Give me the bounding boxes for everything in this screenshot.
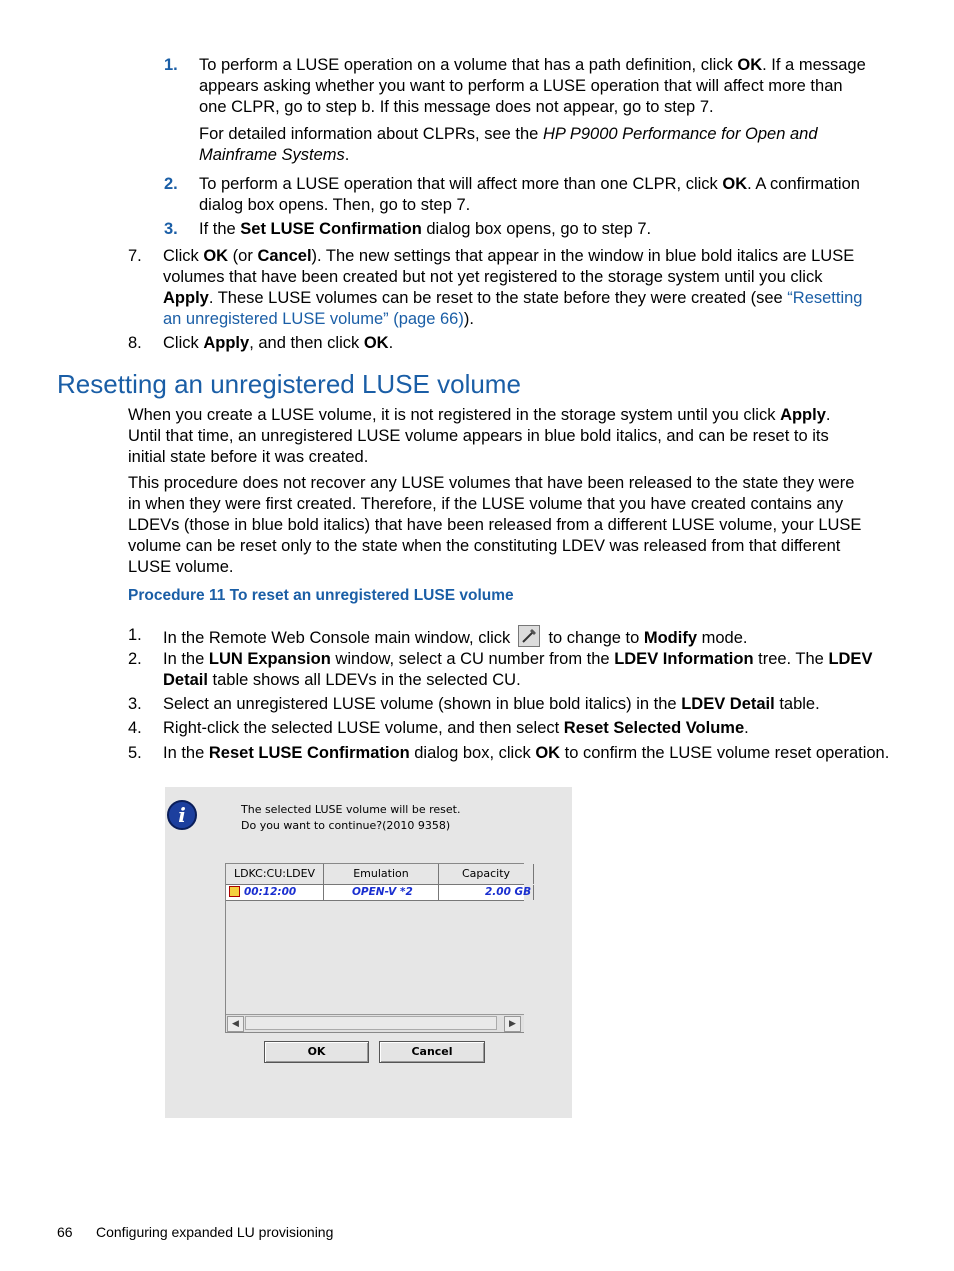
paragraph-line: Until that time, an unregistered LUSE volume appears in blue bold italics, and can be reset to its [128,427,829,445]
column-header-emulation[interactable]: Emulation [324,864,439,884]
table-body [226,901,524,1011]
paragraph-line: initial state before it was created. [128,448,369,466]
scroll-left-icon[interactable]: ◀ [227,1016,244,1032]
text-line: In the Reset LUSE Confirmation dialog box, click OK to confirm the LUSE volume reset operation. [163,744,890,762]
table-row[interactable] [226,885,532,901]
text-line: appears asking whether you want to perform a LUSE operation that will affect more than [199,77,843,95]
scrollbar-thumb[interactable] [245,1016,497,1030]
text-line: dialog box opens. Then, go to step 7. [199,196,471,214]
text-line[interactable]: Apply. These LUSE volumes can be reset to the state before they were created (see “Resetting [163,289,863,307]
reset-luse-confirmation-dialog [165,787,572,1118]
procedure-title: Procedure 11 To reset an unregistered LUSE volume [128,587,514,604]
text-line: For detailed information about CLPRs, see the HP P9000 Performance for Open and [199,125,818,143]
text-line: Detail table shows all LDEVs in the selected CU. [163,671,521,689]
paragraph-line: This procedure does not recover any LUSE volumes that have been released to the state they were [128,474,855,492]
ldev-value: 00:12:00 [244,886,297,898]
paragraph-line: in when they were first created. Therefore, if the LUSE volume that you have created contains any [128,495,844,513]
text-line: one CLPR, go to step b. If this message does not appear, go to step 7. [199,98,714,116]
list-item-number: 5. [128,744,142,762]
list-item-number: 7. [128,247,142,265]
column-header-ldev[interactable]: LDKC:CU:LDEV [226,864,324,884]
text-line: volumes that have been created but not yet registered to the storage system until you click [163,268,823,286]
text-line: To perform a LUSE operation that will affect more than one CLPR, click OK. A confirmation [199,175,860,193]
list-item-number: 1. [128,626,142,644]
info-icon: i [167,800,197,830]
cancel-button[interactable]: Cancel [379,1041,485,1063]
text-line: In the Remote Web Console main window, click to change to Modify mode. [163,625,747,649]
list-item-number: 2. [164,175,178,193]
section-heading: Resetting an unregistered LUSE volume [57,369,521,399]
cell-emulation: OPEN-V *2 [324,885,439,900]
list-item-number: 2. [128,650,142,668]
modify-mode-icon[interactable] [518,625,540,647]
text-line: Select an unregistered LUSE volume (shown in blue bold italics) in the LDEV Detail table. [163,695,820,713]
column-header-capacity[interactable]: Capacity [439,864,534,884]
text-line: Click OK (or Cancel). The new settings that appear in the window in blue bold italics are LUSE [163,247,855,265]
text-line: Right-click the selected LUSE volume, and then select Reset Selected Volume. [163,719,749,737]
dialog-message-line2: Do you want to continue?(2010 9358) [241,819,451,832]
text-line: Click Apply, and then click OK. [163,334,394,352]
cell-ldev [226,885,324,900]
list-item-number: 3. [164,220,178,238]
list-item-number: 8. [128,334,142,352]
list-item-number: 4. [128,719,142,737]
dialog-message-line1: The selected LUSE volume will be reset. [241,803,461,816]
text-line: To perform a LUSE operation on a volume that has a path definition, click OK. If a message [199,56,866,74]
text-line: In the LUN Expansion window, select a CU number from the LDEV Information tree. The LDEV [163,650,873,668]
scroll-right-icon[interactable]: ▶ [504,1016,521,1032]
horizontal-scrollbar[interactable] [226,1014,524,1032]
text-line: Mainframe Systems. [199,146,350,164]
ok-button[interactable]: OK [264,1041,369,1063]
paragraph-line: When you create a LUSE volume, it is not registered in the storage system until you click Apply. [128,406,831,424]
footer-chapter: Configuring expanded LU provisioning [96,1224,334,1240]
text-line[interactable]: an unregistered LUSE volume” (page 66)). [163,310,474,328]
cell-capacity: 2.00 GB [439,885,534,900]
list-item-number: 3. [128,695,142,713]
list-item-number: 1. [164,56,178,74]
page-number: 66 [57,1224,73,1240]
text-line: If the Set LUSE Confirmation dialog box opens, go to step 7. [199,220,652,238]
ldev-table [225,863,532,1033]
paragraph-line: LDEVs (those in blue bold italics) that have been released from a different LUSE volume, your LUSE [128,516,862,534]
paragraph-line: volume can be reset only to the state when the constituting LDEV was released from that different [128,537,841,555]
volume-icon [229,886,240,897]
paragraph-line: LUSE volume. [128,558,234,576]
table-header [226,864,524,885]
